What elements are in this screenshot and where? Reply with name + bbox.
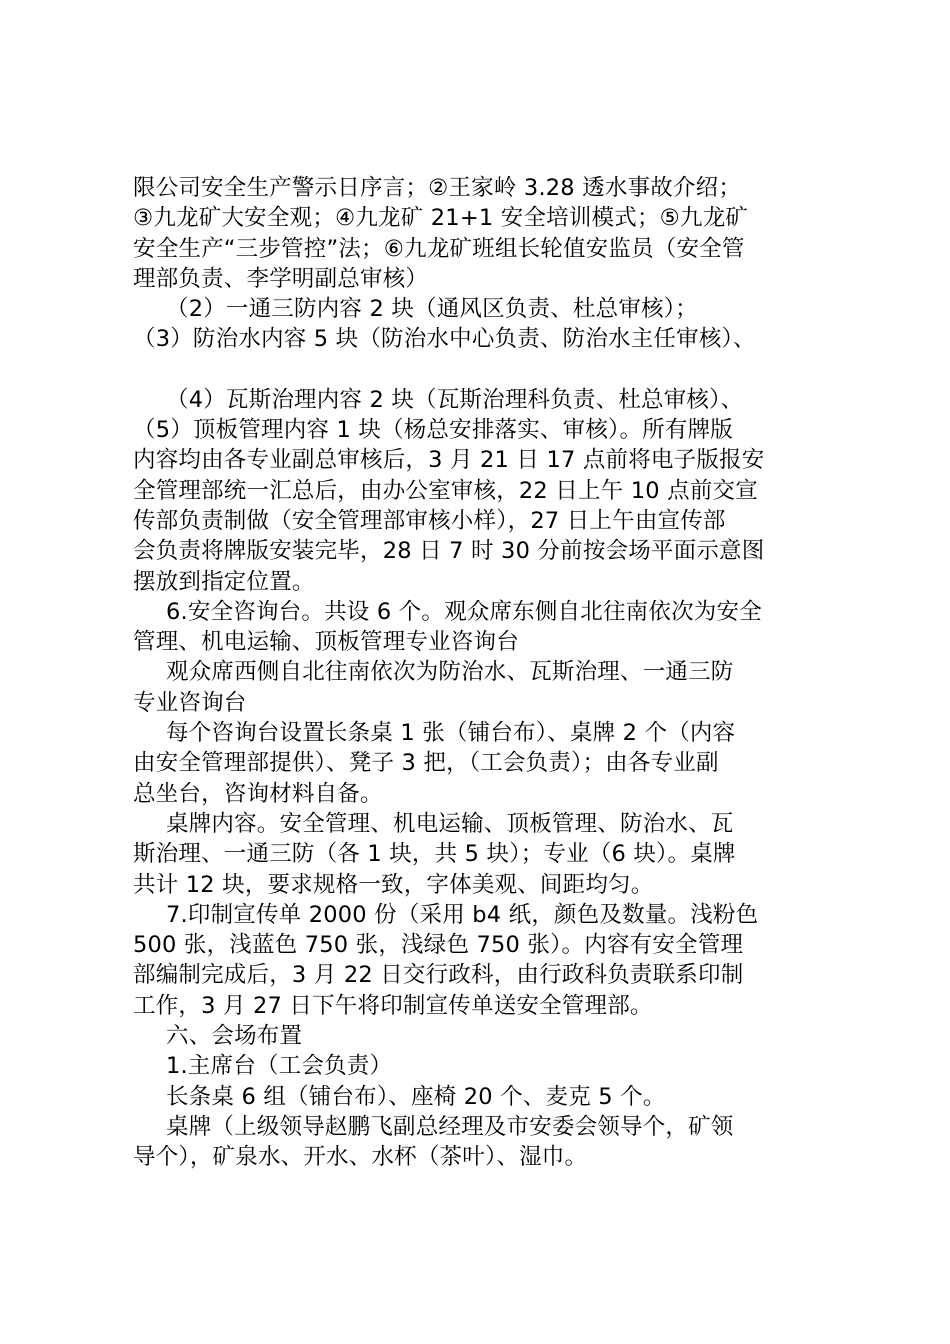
text-line: 长条桌 6 组（铺台布）、座椅 20 个、麦克 5 个。 bbox=[166, 1083, 666, 1110]
text-line: 观众席西侧自北往南依次为防治水、瓦斯治理、一通三防 bbox=[166, 659, 734, 686]
text-line: 总坐台，咨询材料自备。 bbox=[133, 780, 383, 807]
text-line: 部编制完成后，3 月 22 日交行政科，由行政科负责联系印制 bbox=[133, 962, 744, 989]
text-line: 由安全管理部提供）、凳子 3 把，（工会负责）；由各专业副 bbox=[133, 750, 719, 777]
text-line: 桌牌内容。安全管理、机电运输、顶板管理、防治水、瓦 bbox=[166, 810, 734, 837]
text-line: 限公司安全生产警示日序言；②王家岭 3.28 透水事故介绍； bbox=[133, 175, 742, 201]
section-heading: 六、会场布置 bbox=[166, 1023, 303, 1050]
text-line: （2）一通三防内容 2 块（通风区负责、杜总审核）； bbox=[166, 296, 698, 323]
text-line: 内容均由各专业副总审核后，3 月 21 日 17 点前将电子版报安 bbox=[133, 447, 765, 474]
text-line: 专业咨询台 bbox=[133, 689, 247, 716]
text-line: 管理、机电运输、顶板管理专业咨询台 bbox=[133, 629, 519, 656]
text-line: 全管理部统一汇总后，由办公室审核，22 日上午 10 点前交宣 bbox=[133, 477, 758, 504]
text-line: 安全生产“三步管控”法；⑥九龙矿班组长轮值安监员（安全管 bbox=[133, 235, 745, 262]
text-line: （3）防治水内容 5 块（防治水中心负责、防治水主任审核）、 bbox=[133, 326, 756, 353]
text-line: 理部负责、李学明副总审核） bbox=[133, 265, 429, 292]
text-line: 传部负责制做（安全管理部审核小样），27 日上午由宣传部 bbox=[133, 507, 726, 534]
text-line: 1.主席台（工会负责） bbox=[166, 1053, 393, 1080]
text-line: 桌牌（上级领导赵鹏飞副总经理及市安委会领导个，矿领 bbox=[166, 1113, 734, 1140]
text-line: 斯治理、一通三防（各 1 块，共 5 块）；专业（6 块）。桌牌 bbox=[133, 841, 736, 868]
document-body bbox=[133, 173, 833, 1173]
text-line: 每个咨询台设置长条桌 1 张（铺台布）、桌牌 2 个（内容 bbox=[166, 720, 736, 747]
paragraph-gap bbox=[133, 355, 833, 385]
text-line: （4）瓦斯治理内容 2 块（瓦斯治理科负责、杜总审核）、 bbox=[166, 386, 744, 413]
text-line: 工作，3 月 27 日下午将印制宣传单送安全管理部。 bbox=[133, 992, 653, 1019]
text-line: 共计 12 块，要求规格一致，字体美观、间距均匀。 bbox=[133, 871, 654, 898]
text-line: 导个），矿泉水、开水、水杯（茶叶）、湿巾。 bbox=[133, 1144, 588, 1171]
text-line: 7.印制宣传单 2000 份（采用 b4 纸，颜色及数量。浅粉色 bbox=[166, 901, 759, 928]
text-line: （5）顶板管理内容 1 块（杨总安排落实、审核）。所有牌版 bbox=[133, 417, 733, 444]
text-line: ③九龙矿大安全观；④九龙矿 21+1 安全培训模式；⑤九龙矿 bbox=[133, 205, 749, 232]
text-line: 摆放到指定位置。 bbox=[133, 568, 315, 595]
text-line: 500 张，浅蓝色 750 张，浅绿色 750 张）。内容有安全管理 bbox=[133, 932, 744, 959]
text-line: 会负责将牌版安装完毕，28 日 7 时 30 分前按会场平面示意图 bbox=[133, 538, 765, 565]
text-line: 6.安全咨询台。共设 6 个。观众席东侧自北往南依次为安全 bbox=[166, 598, 762, 625]
